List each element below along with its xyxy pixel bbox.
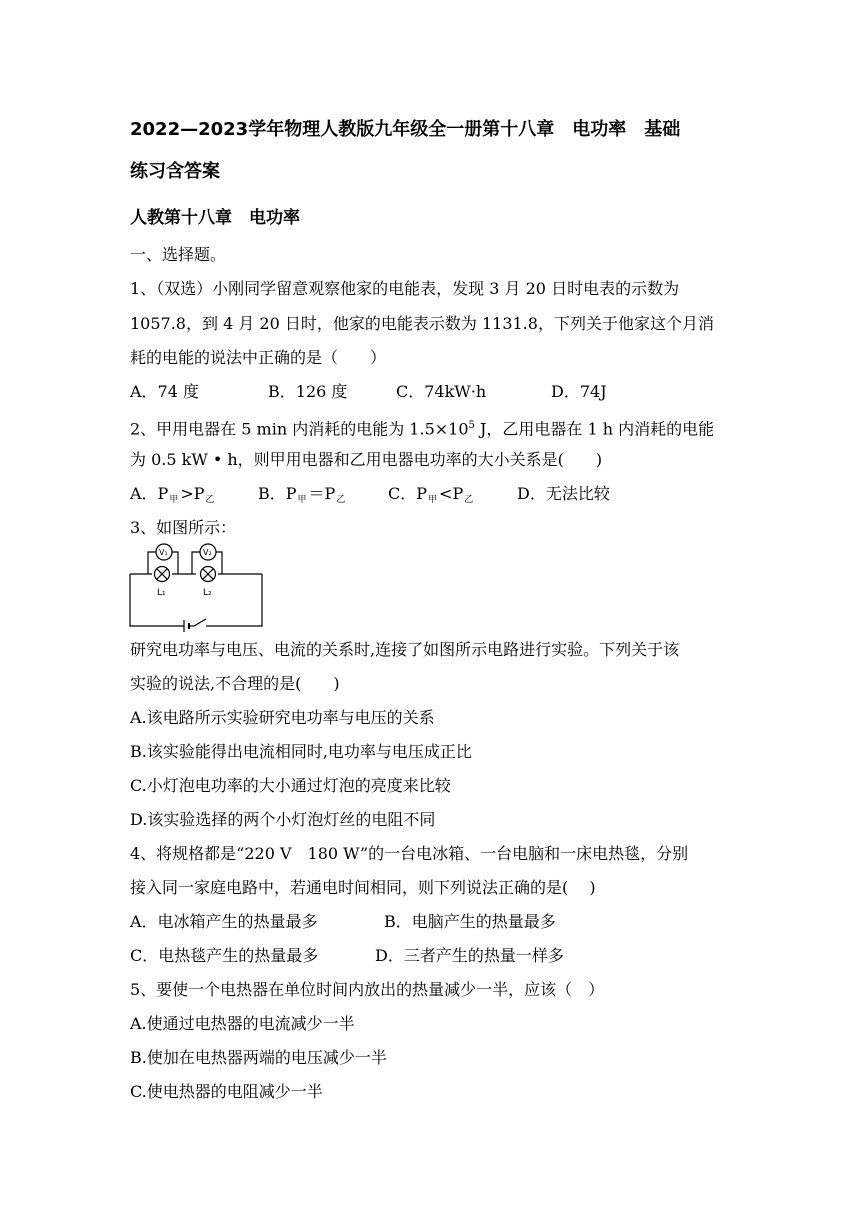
q1-option-c: C．74kW·h: [396, 382, 487, 401]
q4-option-b: B．电脑产生的热量最多: [384, 912, 556, 931]
section-heading: 一、选择题。: [130, 245, 227, 264]
q2-option-a: A．$P_甲 >P_乙$: [130, 484, 215, 505]
q2-line-2: 为 0.5 kW • h，则甲用电器和乙用电器电功率的大小关系是( ): [130, 450, 603, 469]
q4-line-1: 4、将规格都是“220 V 180 W”的一台电冰箱、一台电脑和一床电热毯，分别: [130, 844, 689, 863]
q3-option-d: D.该实验选择的两个小灯泡灯丝的电阻不同: [130, 810, 436, 829]
q1-option-a: A．74 度: [130, 382, 200, 401]
q3-option-c: C.小灯泡电功率的大小通过灯泡的亮度来比较: [130, 776, 451, 795]
lamp-2-label: L₂: [203, 588, 212, 598]
q1-line-3: 耗的电能的说法中正确的是（ ）: [130, 348, 387, 367]
circuit-diagram: [128, 540, 264, 632]
q2-option-d: D．无法比较: [517, 484, 610, 503]
doc-title-line-2: 练习含答案: [130, 161, 220, 182]
voltmeter-1-label: V₁: [159, 548, 168, 557]
q3-body-2: 实验的说法,不合理的是( ): [130, 674, 340, 693]
doc-title-line-1: 2022—2023学年物理人教版九年级全一册第十八章 电功率 基础: [130, 119, 681, 140]
q2-option-b: B．$P_甲 =P_乙$: [258, 484, 346, 505]
q5-option-a: A.使通过电热器的电流减少一半: [130, 1014, 355, 1033]
q2-line-1-text-end: J，乙用电器在 1 h 内消耗的电能: [474, 419, 715, 439]
lamp-1-label: L₁: [157, 588, 166, 598]
q2-exponent: 5: [468, 420, 475, 431]
q3-body-1: 研究电功率与电压、电流的关系时,连接了如图所示电路进行实验。下列关于该: [130, 640, 680, 659]
q1-option-d: D．74J: [551, 382, 607, 401]
q3-line-1: 3、如图所示：: [130, 518, 237, 537]
q5-option-b: B.使加在电热器两端的电压减少一半: [130, 1048, 387, 1067]
q2-option-c: C．$P_甲 <P_乙$: [388, 484, 474, 505]
q2-line-1: [130, 416, 714, 439]
q3-option-a: A.该电路所示实验研究电功率与电压的关系: [130, 708, 435, 727]
q5-line-1: 5、要使一个电热器在单位时间内放出的热量减少一半，应该（ ）: [130, 980, 605, 999]
chapter-heading: 人教第十八章 电功率: [130, 208, 300, 228]
q5-option-c: C.使电热器的电阻减少一半: [130, 1082, 323, 1101]
q1-line-1: 1、（双选）小刚同学留意观察他家的电能表，发现 3 月 20 日时电表的示数为: [130, 279, 680, 298]
q1-line-2: 1057.8，到 4 月 20 日时，他家的电能表示数为 1131.8，下列关于他家这个月消: [130, 314, 714, 333]
q3-option-b: B.该实验能得出电流相同时,电功率与电压成正比: [130, 742, 472, 761]
q4-option-a: A．电冰箱产生的热量最多: [130, 912, 318, 931]
q1-option-b: B．126 度: [268, 382, 348, 401]
q4-line-2: 接入同一家庭电路中，若通电时间相同，则下列说法正确的是( ): [130, 878, 596, 897]
q4-option-d: D．三者产生的热量一样多: [375, 946, 564, 965]
q2-line-1-text: 2、甲用电器在 5 min 内消耗的电能为 1.5×10: [130, 419, 469, 439]
voltmeter-2-label: V₂: [203, 548, 212, 557]
q4-option-c: C．电热毯产生的热量最多: [130, 946, 319, 965]
